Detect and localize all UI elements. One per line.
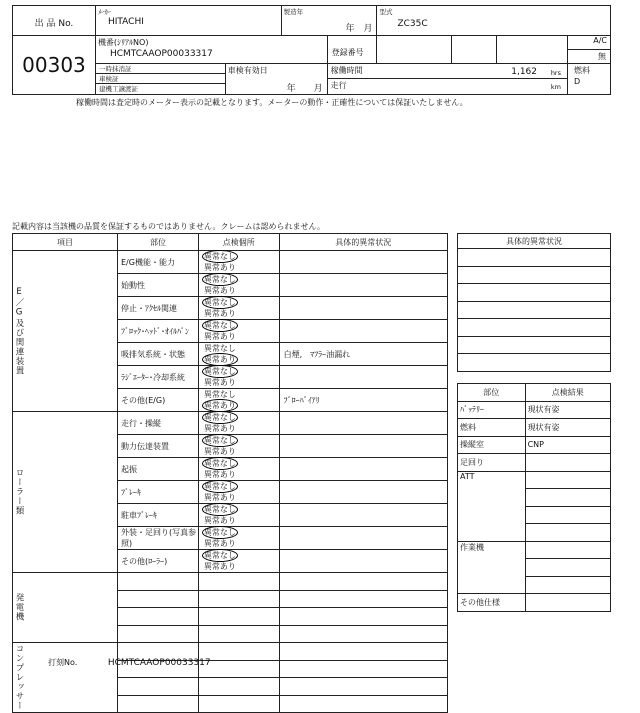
check-cell: [198, 412, 279, 435]
serial-value: HCMTCAAOP00033317: [109, 49, 213, 59]
col-item: 項目: [13, 234, 118, 251]
fuel-cell: [568, 64, 611, 95]
status-normal: 異常なし: [203, 367, 236, 376]
inspection-table: [12, 233, 448, 713]
status-normal: 異常なし: [203, 344, 236, 353]
check-cell: [198, 504, 279, 527]
status-normal: 異常なし: [203, 298, 236, 307]
check-cell: [198, 527, 279, 550]
status-abnormal: 異常あり: [203, 332, 236, 341]
status-normal: 異常なし: [203, 321, 236, 330]
result-value: [525, 454, 610, 472]
table-row: [458, 436, 611, 454]
table-row: [458, 419, 611, 437]
part-cell: 始動性: [118, 274, 199, 297]
item-no-value: 00303: [22, 53, 86, 77]
reg-value-cell: [377, 36, 452, 64]
inspection-table-header: [13, 234, 448, 251]
year-unit: 年 月: [345, 24, 373, 34]
detail-cell: [279, 550, 447, 573]
result-part: 燃料: [458, 419, 526, 437]
result-col-part: 部位: [458, 384, 526, 402]
status-abnormal: 異常あり: [203, 401, 236, 410]
part-cell: その他(ﾛｰﾗｰ): [118, 550, 199, 573]
col-detail: 具体的異常状況: [279, 234, 447, 251]
detail-cell: [279, 504, 447, 527]
right-result-table: [457, 383, 611, 612]
part-cell: 停止・ｱｸｾﾙ関連: [118, 297, 199, 320]
travel-unit: km: [550, 83, 561, 91]
part-cell: ﾌﾞﾚｰｷ: [118, 481, 199, 504]
check-cell: [198, 435, 279, 458]
check-cell: [198, 320, 279, 343]
part-cell: 走行・操縦: [118, 412, 199, 435]
stamp-row: [48, 657, 211, 668]
result-col-result: 点検結果: [525, 384, 610, 402]
part-cell: 吸排気系統・状態: [118, 343, 199, 366]
roller-section: [13, 412, 448, 573]
year-cell: [281, 6, 377, 36]
status-abnormal: 異常あり: [203, 378, 236, 387]
check-cell: [198, 550, 279, 573]
item-no-value-cell: [13, 36, 96, 95]
status-normal: 異常なし: [203, 482, 236, 491]
status-abnormal: 異常あり: [203, 263, 236, 272]
model-value: ZC35C: [397, 19, 428, 29]
check-cell: [198, 251, 279, 274]
inspect-unit: 年 月: [286, 84, 323, 94]
status-normal: 異常なし: [203, 459, 236, 468]
part-cell: 動力伝達装置: [118, 435, 199, 458]
part-cell: 駐車ﾌﾞﾚｰｷ: [118, 504, 199, 527]
result-value: 現状有姿: [525, 419, 610, 437]
status-abnormal: 異常あり: [203, 286, 236, 295]
ac-label: A/C: [568, 36, 610, 50]
inspect-cell: [225, 64, 327, 95]
detail-cell: [279, 320, 447, 343]
cert-3: 建機工譲渡証: [98, 85, 138, 93]
detail-cell: [279, 481, 447, 504]
model-label: 型式: [379, 8, 393, 16]
status-normal: 異常なし: [203, 275, 236, 284]
part-cell: 起振: [118, 458, 199, 481]
table-row: [13, 251, 448, 274]
check-cell: [198, 481, 279, 504]
maker-label: ﾒｰｶｰ: [97, 8, 111, 16]
result-rows: [458, 401, 611, 471]
stamp-label: 打刻No.: [48, 658, 78, 667]
status-abnormal: 異常あり: [203, 309, 236, 318]
hours-note: 稼働時間は査定時のメーター表示の記載となります。メーターの動作・正確性については保証いたしません。: [76, 98, 468, 107]
inspect-label: 車検有効日: [227, 66, 268, 75]
travel-label: 走行: [330, 81, 347, 90]
check-cell: [198, 389, 279, 412]
detail-cell: [279, 412, 447, 435]
stamp-value: HCMTCAAOP00033317: [107, 658, 211, 668]
category-generator: 発電機: [13, 573, 118, 643]
status-normal: 異常なし: [203, 390, 236, 399]
item-no-label-cell: [13, 6, 96, 36]
cert-2: 車検証: [96, 74, 225, 84]
check-cell: [198, 274, 279, 297]
maker-value: HITACHI: [107, 17, 144, 27]
status-abnormal: 異常あり: [203, 516, 236, 525]
year-label: 製造年: [283, 8, 304, 16]
detail-cell: [279, 251, 447, 274]
status-abnormal: 異常あり: [203, 470, 236, 479]
detail-cell: [279, 366, 447, 389]
status-abnormal: 異常あり: [203, 355, 236, 364]
part-cell: 外装・足回り(写真参照): [118, 527, 199, 550]
check-cell: [198, 458, 279, 481]
item-no-label: 出 品 No.: [34, 19, 74, 29]
status-normal: 異常なし: [203, 413, 236, 422]
engine-section: [13, 251, 448, 412]
detail-cell: [279, 527, 447, 550]
reg-extra-cell-2: [497, 36, 568, 64]
detail-cell: 白煙, ﾏﾌﾗｰ油漏れ: [279, 343, 447, 366]
hours-unit: hrs: [550, 69, 561, 77]
status-abnormal: 異常あり: [203, 493, 236, 502]
cert-cell: [95, 64, 225, 95]
part-cell: ﾌﾞﾛｯｸ･ﾍｯﾄﾞ･ｵｲﾙﾊﾟﾝ: [118, 320, 199, 343]
check-cell: [198, 297, 279, 320]
ac-cell: [568, 36, 611, 64]
category-compressor: コンプレッサー: [13, 643, 118, 713]
part-cell: その他(E/G): [118, 389, 199, 412]
status-normal: 異常なし: [203, 528, 236, 537]
hours-value: 1,162: [511, 67, 537, 77]
detail-cell: ﾌﾞﾛｰﾊﾞｲｱﾘ: [279, 389, 447, 412]
cert-1: 一時抹消証: [96, 64, 225, 74]
result-value: 現状有姿: [525, 401, 610, 419]
detail-cell: [279, 435, 447, 458]
detail-cell: [279, 458, 447, 481]
status-abnormal: 異常あり: [203, 562, 236, 571]
status-normal: 異常なし: [203, 252, 236, 261]
reg-label-cell: [327, 36, 377, 64]
hours-label: 稼働時間: [330, 66, 363, 75]
part-cell: ﾗｼﾞｴｰﾀｰ･冷却系統: [118, 366, 199, 389]
status-abnormal: 異常あり: [203, 447, 236, 456]
right-detail-header: 具体的異常状況: [458, 234, 611, 249]
table-row: [13, 412, 448, 435]
generator-section: [13, 573, 448, 643]
serial-label: 機番(ｼﾘｱﾙNO): [97, 38, 149, 47]
other-label: その他仕様: [458, 594, 526, 612]
ac-value: 無: [598, 52, 606, 61]
status-normal: 異常なし: [203, 551, 236, 560]
work-label: 作業機: [458, 541, 526, 594]
result-part: ﾊﾞｯﾃﾘｰ: [458, 401, 526, 419]
model-cell: [377, 6, 611, 36]
part-cell: E/G機能・能力: [118, 251, 199, 274]
col-part: 部位: [118, 234, 199, 251]
result-part: 操縦室: [458, 436, 526, 454]
status-normal: 異常なし: [203, 505, 236, 514]
result-part: 足回り: [458, 454, 526, 472]
header-block: [12, 5, 611, 108]
detail-cell: [279, 274, 447, 297]
reg-extra-cell: [452, 36, 497, 64]
check-cell: [198, 366, 279, 389]
check-cell: [198, 343, 279, 366]
col-check: 点検個所: [198, 234, 279, 251]
att-label: ATT: [458, 471, 526, 541]
status-abnormal: 異常あり: [203, 539, 236, 548]
fuel-label: 燃料: [574, 66, 590, 75]
right-detail-table: [457, 233, 611, 372]
hours-cell: [327, 64, 567, 95]
table-row: [458, 401, 611, 419]
disclaimer: 記載内容は当該機の品質を保証するものではありません。クレームは認められません。: [12, 222, 325, 231]
serial-cell: [95, 36, 327, 64]
maker-cell: [95, 6, 281, 36]
status-normal: 異常なし: [203, 436, 236, 445]
compressor-section: [13, 643, 448, 713]
status-abnormal: 異常あり: [203, 424, 236, 433]
reg-label: 登録番号: [331, 48, 364, 57]
table-row: [13, 573, 448, 591]
category-roller: ローラー類: [13, 412, 118, 573]
category-engine: E／G及び関連装置: [13, 251, 118, 412]
table-row: [458, 454, 611, 472]
fuel-value: D: [574, 77, 581, 86]
detail-cell: [279, 297, 447, 320]
result-value: CNP: [525, 436, 610, 454]
